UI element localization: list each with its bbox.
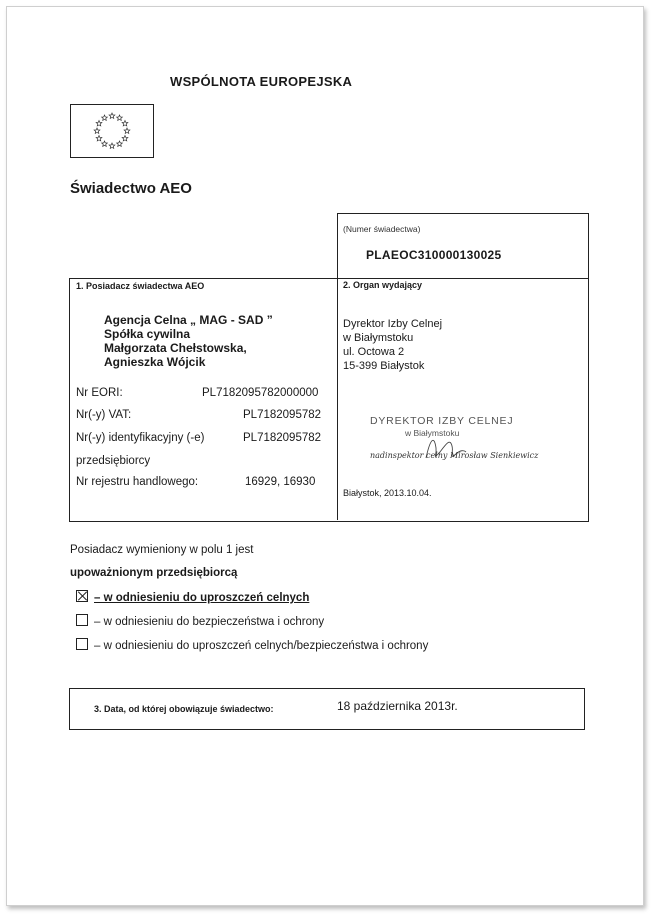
issuer-line: ul. Octowa 2 — [343, 346, 405, 358]
eori-label: Nr EORI: — [76, 387, 123, 399]
official-stamp-city: w Białymstoku — [405, 428, 460, 438]
authorization-status: upoważnionym przedsiębiorcą — [70, 567, 238, 579]
holder-line: Agnieszka Wójcik — [104, 355, 206, 369]
eu-star-icon — [124, 128, 130, 133]
option-security-safety — [76, 614, 324, 628]
eu-star-icon — [117, 115, 123, 120]
validity-date-label: 3. Data, od której obowiązuje świadectwo: — [94, 704, 274, 714]
eori-value: PL7182095782000000 — [202, 387, 319, 399]
option-customs-simplifications — [76, 590, 309, 604]
eu-star-icon — [102, 141, 108, 146]
checkbox-checked-icon — [76, 590, 88, 602]
eu-star-icon — [102, 115, 108, 120]
id-label-line2: przedsiębiorcy — [76, 455, 151, 467]
issuer-line: Dyrektor Izby Celnej — [343, 318, 443, 330]
section1-title: 1. Posiadacz świadectwa AEO — [76, 281, 205, 291]
option-label: – w odniesieniu do uproszczeń celnych/bezpieczeństwa i ochrony — [94, 640, 429, 652]
certificate-number-label: (Numer świadectwa) — [343, 224, 421, 234]
official-stamp: DYREKTOR IZBY CELNEJ — [370, 415, 514, 427]
option-combined — [76, 638, 428, 652]
eu-star-icon — [94, 128, 100, 133]
validity-date-value: 18 października 2013r. — [337, 699, 458, 713]
eu-star-icon — [122, 136, 128, 141]
id-label-line1: Nr(-y) identyfikacyjny (-e) — [76, 432, 205, 444]
eu-star-icon — [96, 121, 102, 126]
inspector-stamp: nadinspektor celny Mirosław Sienkiewicz — [370, 451, 539, 460]
eu-star-icon — [109, 113, 115, 118]
certificate-number-value: PLAEOC310000130025 — [366, 248, 502, 262]
eu-flag-icon — [70, 104, 154, 158]
issuer-line: 15-399 Białystok — [343, 360, 425, 372]
option-label: – w odniesieniu do uproszczeń celnych — [94, 592, 310, 604]
id-value: PL7182095782 — [243, 432, 322, 444]
authorization-intro: Posiadacz wymieniony w polu 1 jest — [70, 544, 254, 556]
eu-star-icon — [109, 143, 115, 148]
holder-line: Spółka cywilna — [104, 327, 191, 341]
eu-star-icon — [117, 141, 123, 146]
document-title: Świadectwo AEO — [70, 180, 192, 197]
column-divider — [337, 278, 338, 520]
vat-value: PL7182095782 — [243, 409, 322, 421]
register-label: Nr rejestru handlowego: — [76, 476, 199, 488]
issuer-line: w Białymstoku — [343, 332, 414, 344]
option-label: – w odniesieniu do bezpieczeństwa i ochrony — [94, 616, 325, 628]
checkbox-empty-icon — [76, 638, 88, 650]
holder-line: Małgorzata Chełstowska, — [104, 341, 247, 355]
register-value: 16929, 16930 — [245, 476, 316, 488]
eu-star-icon — [122, 121, 128, 126]
eu-star-icon — [96, 136, 102, 141]
vat-label: Nr(-y) VAT: — [76, 409, 132, 421]
holder-line: Agencja Celna „ MAG - SAD ” — [104, 313, 273, 327]
holder-name — [104, 313, 273, 369]
section2-title: 2. Organ wydający — [343, 280, 423, 290]
checkbox-empty-icon — [76, 614, 88, 626]
place-and-date: Białystok, 2013.10.04. — [343, 488, 432, 498]
community-heading: WSPÓLNOTA EUROPEJSKA — [170, 74, 353, 89]
